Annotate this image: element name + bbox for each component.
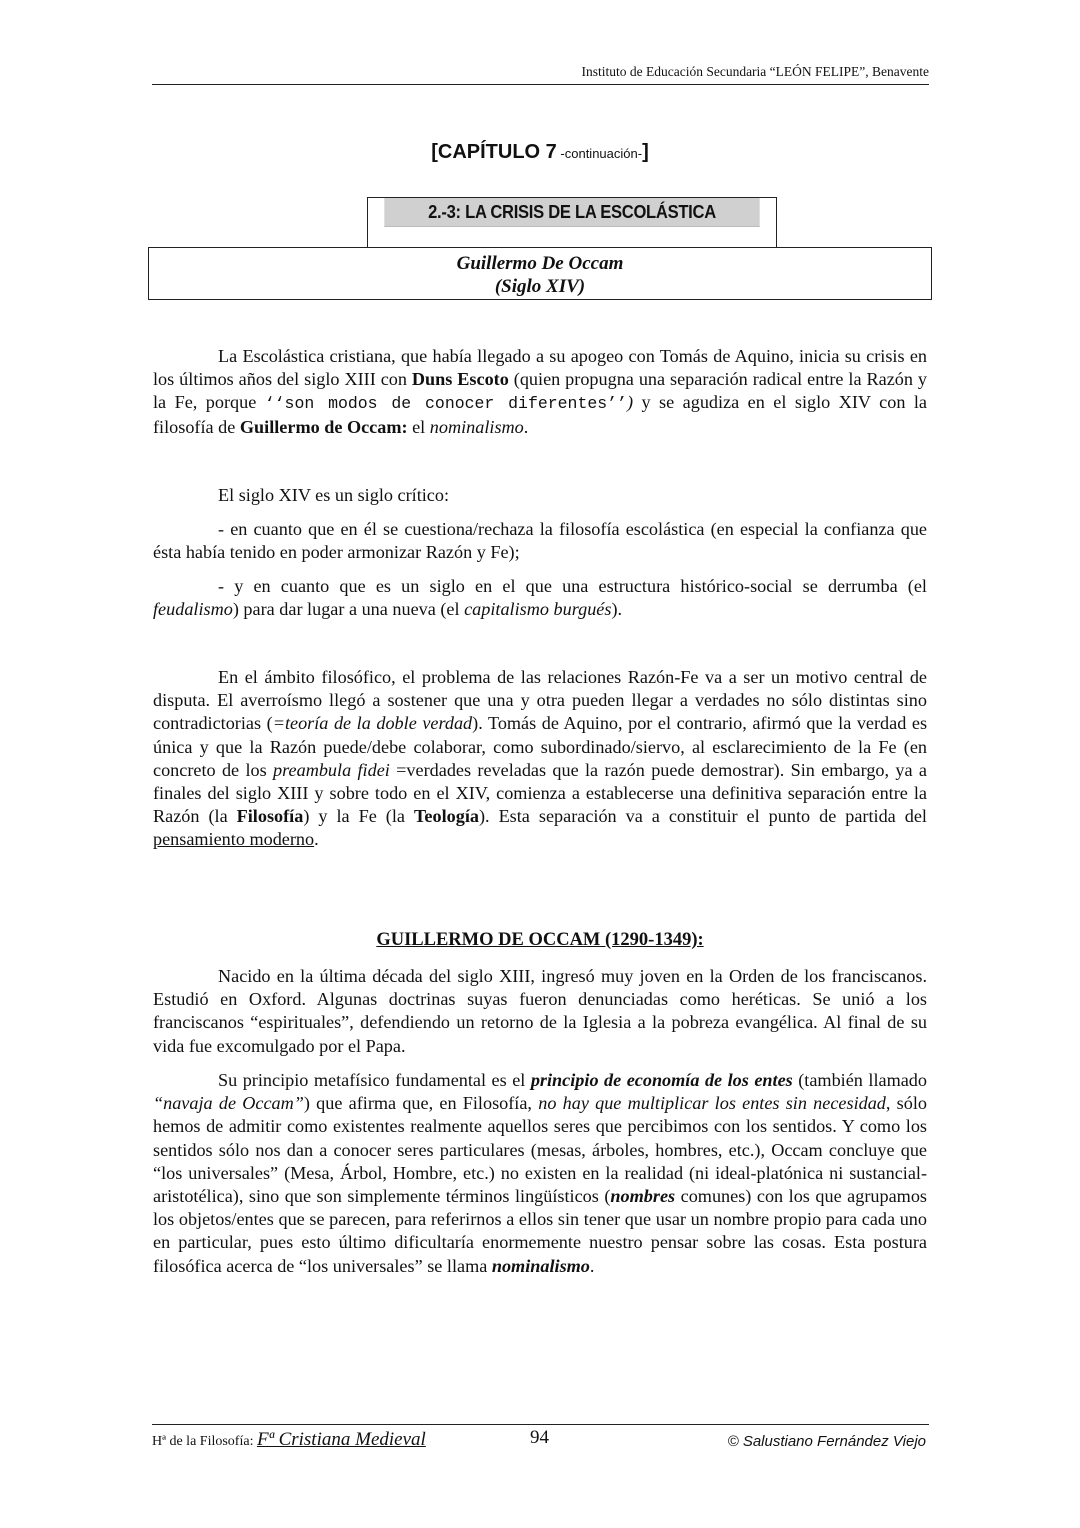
- text: - y en cuanto que es un siglo en el que una estructura histórico-social se derrumba (el: [218, 576, 927, 596]
- section-heading-occam: GUILLERMO DE OCCAM (1290-1349):: [376, 930, 704, 950]
- text: En el ámbito filosófico, el problema de las relaciones Razón-Fe va a ser un motivo central de disputa. El averroísmo llegó a sostener que una y otra pueden llegar a verdades no sólo distintas sino contradictorias (: [153, 667, 927, 734]
- text: el: [407, 416, 430, 437]
- text: (también llamado: [792, 1070, 927, 1090]
- text: La Escolástica cristiana, que había llegado a su apogeo con Tomás de Aquino, inicia su crisis en los últimos años del siglo XIII con: [153, 346, 927, 390]
- text: ) que afirma que, en Filosofía,: [303, 1093, 539, 1114]
- text-bold-italic: principio de economía de los entes: [530, 1070, 793, 1090]
- text: ).: [611, 599, 623, 620]
- paragraph-intro: [153, 345, 927, 439]
- text-bold-italic: nombres: [610, 1186, 676, 1207]
- section-title: 2.-3: LA CRISIS DE LA ESCOLÁSTICA: [384, 198, 759, 227]
- text-italic: “navaja de Occam”: [153, 1093, 304, 1114]
- text: ) y la Fe (la: [303, 806, 414, 827]
- text-bold: Duns Escoto: [411, 369, 509, 390]
- text: - en cuanto que en él se cuestiona/rechaza la filosofía escolástica (en especial la confianza que ésta había tenido en poder armonizar Razón y Fe);: [153, 519, 927, 563]
- page-number: 94: [530, 1427, 549, 1448]
- text-italic: capitalismo burgués: [464, 599, 612, 620]
- text-italic: preambula fidei: [273, 759, 390, 780]
- author-name: Guillermo De Occam: [456, 253, 624, 274]
- chapter-label: [CAPÍTULO 7: [431, 141, 557, 163]
- text: .: [589, 1255, 595, 1276]
- text-underline: pensamiento moderno: [153, 829, 315, 850]
- text-italic: nominalismo: [429, 416, 524, 437]
- text-bold: Teología: [413, 806, 479, 827]
- paragraph-principle: [153, 1069, 927, 1278]
- text-italic: feudalismo: [153, 599, 233, 620]
- text-italic: =teoría de la doble verdad: [272, 713, 473, 734]
- text: ): [626, 392, 634, 413]
- chapter-close: ]: [642, 141, 649, 163]
- text-italic: no hay que multiplicar los entes sin necesidad: [538, 1093, 886, 1114]
- text: ). Tomás de Aquino, por el contrario, afirmó que la verdad es única y que la Razón puede/debe colaborar, como subordinado/siervo, al esclarecimiento de la Fe (en concreto de los: [153, 713, 928, 780]
- text: El siglo XIV es un siglo crítico:: [218, 485, 450, 505]
- section-title-box: [367, 197, 777, 247]
- text: .: [314, 829, 319, 850]
- paragraph-biography: [153, 965, 927, 1058]
- course-title: Fª Cristiana Medieval: [256, 1429, 426, 1450]
- text: Su principio metafísico fundamental es el: [218, 1070, 531, 1090]
- paragraph-point-2: [153, 575, 927, 621]
- quote-mono: ‘‘son modos de conocer diferentes’’: [264, 394, 627, 414]
- author-period: (Siglo XIV): [494, 276, 586, 297]
- text-bold: Filosofía: [236, 806, 304, 827]
- text: comunes) con los que agrupamos los objetos/entes que se parecen, para referirnos a ellos sin tener que usar un nombre propio para cada uno en particular, pues esto último dificultaría enormemente nuestro pensar sobre las cosas. Esta postura filosófica acerca de “los universales” se llama: [153, 1186, 927, 1276]
- text: ) para dar lugar a una nueva (el: [232, 599, 465, 620]
- text: Nacido en la última década del siglo XIII, ingresó muy joven en la Orden de los franciscanos. Estudió en Oxford. Algunas doctrinas suyas fueron denunciadas como heréticas. Se unió a los franciscanos “espirituales”, defendiendo un retorno de la Iglesia a la pobreza evangélica. Al final de su vida fue excomulgado por el Papa.: [153, 966, 927, 1056]
- text: (quien propugna una separación radical entre la Razón y la Fe, porque: [153, 369, 928, 413]
- footer-subject: [152, 1429, 426, 1451]
- text-bold-italic: nominalismo: [491, 1255, 590, 1276]
- page-footer: [152, 1424, 929, 1455]
- paragraph-critical-century: [153, 484, 927, 507]
- paragraph-reason-faith: [153, 666, 927, 852]
- text: ). Esta separación va a constituir el punto de partida del: [478, 806, 927, 827]
- footer-author: © Salustiano Fernández Viejo: [727, 1433, 926, 1450]
- chapter-subtitle: -continuación-: [556, 146, 643, 161]
- text: , sólo hemos de admitir como existentes realmente aquellos seres que percibimos con los sentidos. Y como los sentidos sólo nos dan a conocer seres particulares (mesas, árboles, hombres, etc.), Occam concluye que “los universales” (Mesa, Árbol, Hombre, etc.) no existen en la realidad (ni ideal-platónica ni sustancial-aristotélica), sino que son simplemente términos lingüísticos (: [153, 1093, 928, 1207]
- text: .: [523, 416, 529, 437]
- text: y se agudiza en el siglo XIV con la filosofía de: [153, 392, 928, 437]
- page-header: Instituto de Educación Secundaria “LEÓN FELIPE”, Benavente: [152, 64, 929, 85]
- paragraph-point-1: [153, 518, 927, 564]
- chapter-title: [0, 141, 1080, 164]
- subject-label: Hª de la Filosofía:: [152, 1434, 257, 1449]
- text-bold: Guillermo de Occam:: [239, 416, 408, 437]
- author-box: [148, 247, 932, 300]
- text: =verdades reveladas que la razón puede demostrar). Sin embargo, ya a finales del siglo XIII y sobre todo en el XIV, comienza a establecerse una definitiva separación entre la Razón (la: [153, 759, 927, 827]
